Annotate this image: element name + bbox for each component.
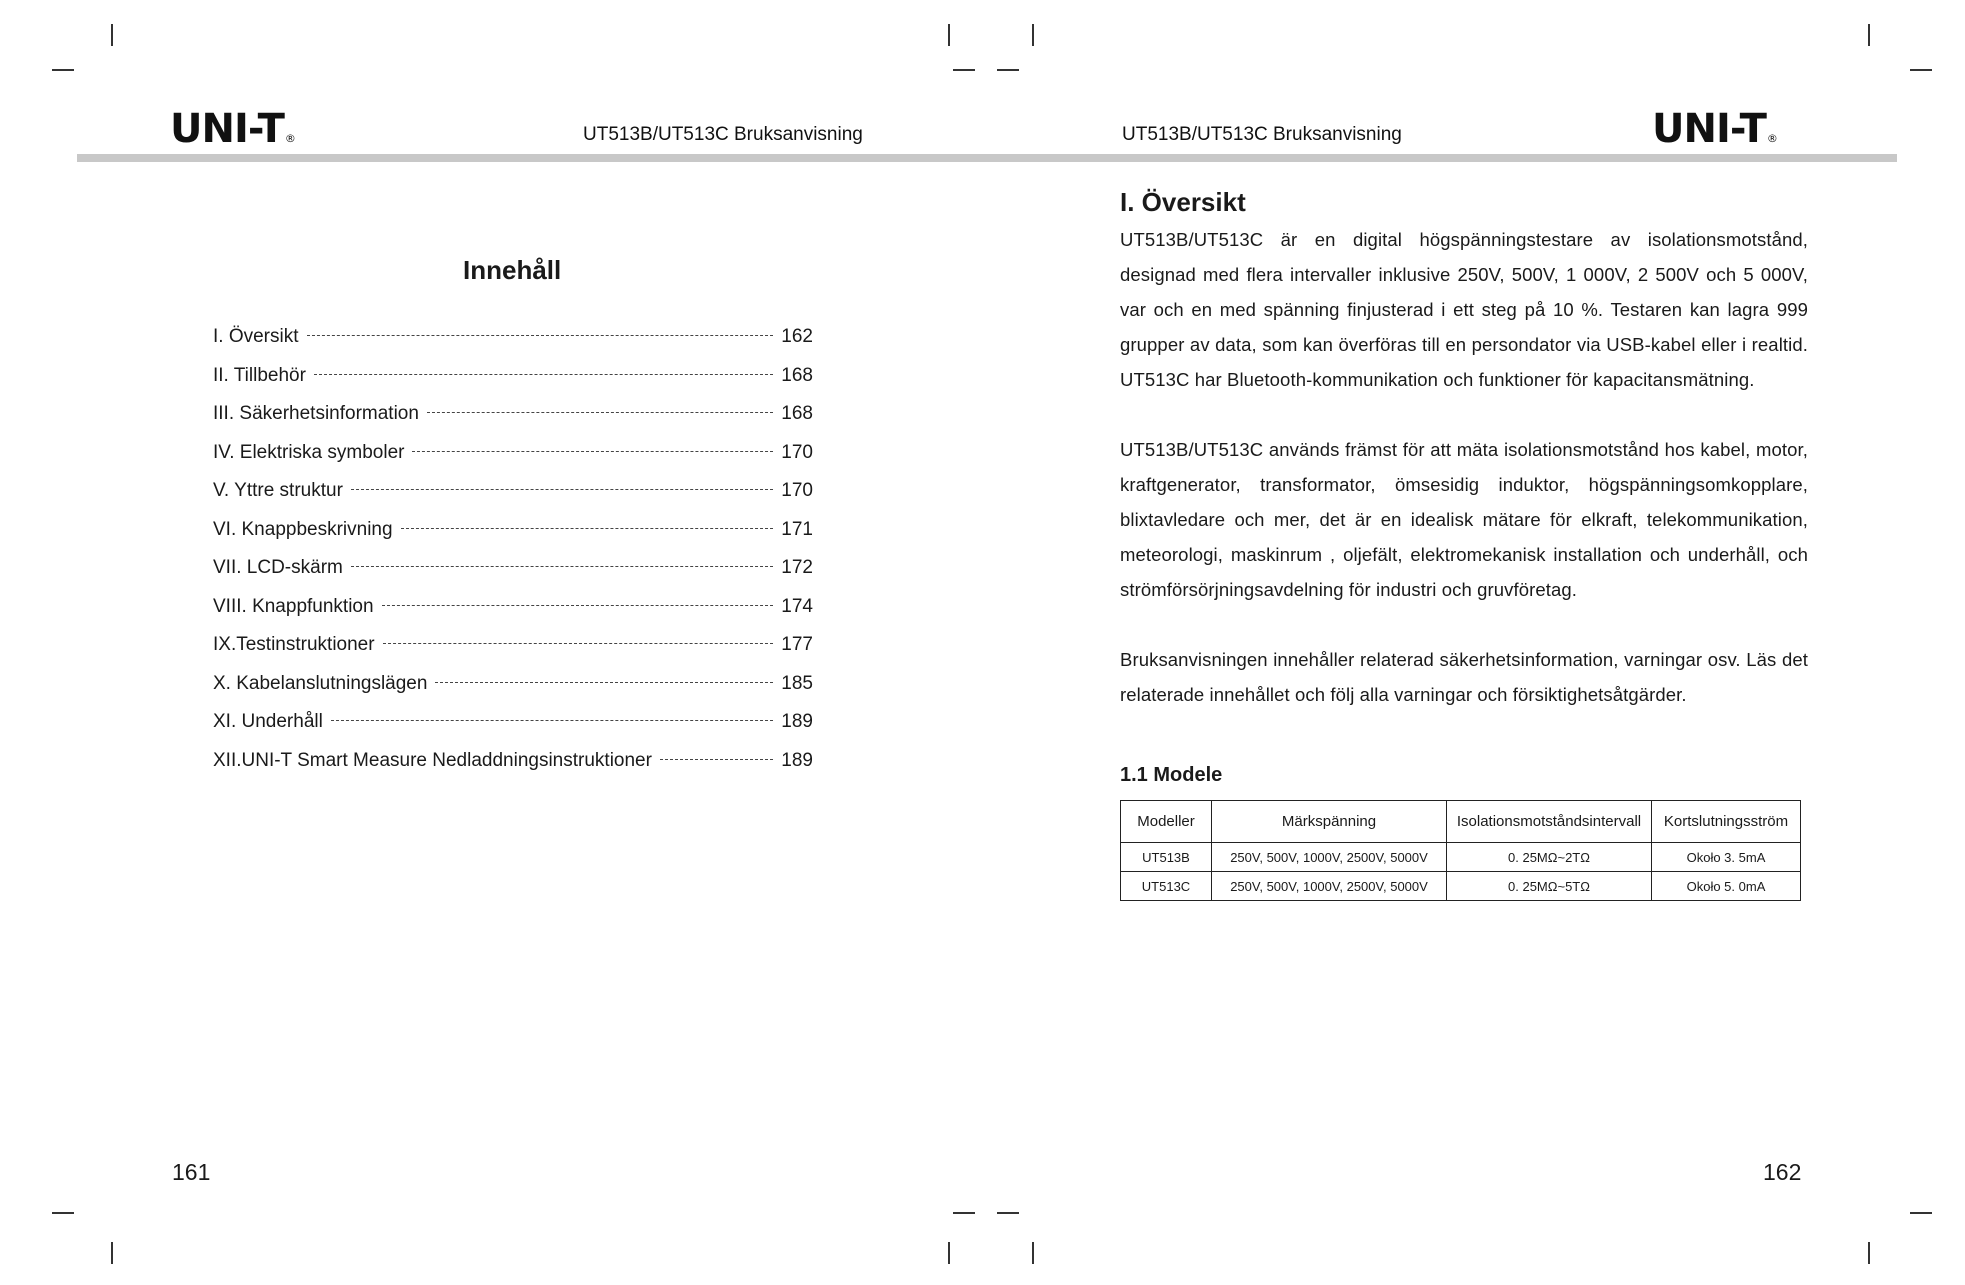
toc-leader-dashes	[383, 643, 773, 644]
crop-mark	[1032, 24, 1034, 46]
toc-leader-dashes	[331, 720, 773, 721]
paragraph: Bruksanvisningen innehåller relaterad säkerhetsinformation, varningar osv. Läs det relaterade innehållet och följ alla varningar och försiktighetsåtgärder.	[1120, 649, 1808, 705]
toc-entry	[213, 442, 813, 481]
toc-entry-label: VIII. Knappfunktion	[213, 595, 374, 617]
table-cell: UT513B	[1121, 843, 1212, 872]
toc-entry-page: 189	[781, 711, 813, 732]
table-cell: 250V, 500V, 1000V, 2500V, 5000V	[1212, 872, 1447, 901]
toc-entry-label: XI. Underhåll	[213, 711, 323, 732]
toc-leader-dashes	[314, 374, 773, 375]
toc-entry-page: 172	[781, 557, 813, 578]
toc-entry-page: 177	[781, 634, 813, 655]
table-cell: 250V, 500V, 1000V, 2500V, 5000V	[1212, 843, 1447, 872]
table-header-cell: Kortslutningsström	[1652, 801, 1801, 843]
toc-leader-dashes	[307, 335, 773, 336]
crop-mark	[1868, 24, 1870, 46]
table-row	[1121, 843, 1801, 872]
brand-logo	[170, 106, 295, 152]
brand-logo-text: UNI-T	[170, 106, 284, 152]
toc-entry-label: I. Översikt	[213, 326, 299, 347]
toc-entry-label: V. Yttre struktur	[213, 480, 343, 501]
toc-entry	[213, 634, 813, 673]
toc-leader-dashes	[660, 759, 773, 760]
toc-entry	[213, 711, 813, 750]
toc-entry-page: 189	[781, 749, 813, 771]
toc-entry-page: 168	[781, 364, 813, 386]
toc-entry-label: IV. Elektriska symboler	[213, 441, 405, 463]
toc-entry-page: 185	[781, 672, 813, 694]
toc-leader-dashes	[382, 605, 773, 606]
crop-mark	[1910, 1212, 1932, 1214]
toc-leader-dashes	[435, 682, 773, 683]
toc-entry	[213, 519, 813, 558]
toc-leader-dashes	[351, 489, 773, 490]
crop-mark	[953, 69, 975, 71]
toc-leader-dashes	[412, 451, 773, 452]
section-title: I. Översikt	[1120, 187, 1246, 217]
toc-entry-page: 170	[781, 441, 813, 463]
page-number: 161	[172, 1159, 211, 1185]
paragraph: UT513B/UT513C är en digital högspänningstestare av isolationsmotstånd, designad med flera intervaller inklusive 250V, 500V, 1 000V, 2 500V och 5 000V, var och en med spänning finjusterad i ett steg på 10 %. Testaren kan lagra 999 grupper av data, som kan överföras till en persondator via USB-kabel eller i realtid. UT513C har Bluetooth-kommunikation och funktioner för kapacitansmätning.	[1120, 229, 1808, 390]
toc-entry	[213, 750, 813, 789]
toc-entry-page: 162	[781, 326, 813, 347]
toc-entry-page: 170	[781, 480, 813, 501]
toc-entry	[213, 673, 813, 712]
toc-entry-page: 174	[781, 595, 813, 617]
crop-mark	[111, 24, 113, 46]
crop-mark	[1032, 1242, 1034, 1264]
table-header-row	[1121, 801, 1801, 843]
page-number: 162	[1763, 1159, 1802, 1185]
toc-entry-label: VI. Knappbeskrivning	[213, 518, 393, 540]
header-title: UT513B/UT513C Bruksanvisning	[583, 124, 863, 145]
crop-mark	[1910, 69, 1932, 71]
crop-mark	[997, 1212, 1019, 1214]
toc-entry-label: XII.UNI-T Smart Measure Nedladdningsinstruktioner	[213, 749, 652, 771]
brand-logo-text: UNI-T	[1652, 106, 1766, 152]
header-title: UT513B/UT513C Bruksanvisning	[1122, 124, 1402, 145]
crop-mark	[948, 1242, 950, 1264]
toc-entry	[213, 365, 813, 404]
subsection-title: 1.1 Modele	[1120, 764, 1223, 786]
toc-title: Innehåll	[463, 255, 562, 285]
crop-mark	[52, 1212, 74, 1214]
table-header-cell: Märkspänning	[1212, 801, 1447, 843]
toc-entry	[213, 596, 813, 635]
toc-entry-label: III. Säkerhetsinformation	[213, 403, 419, 424]
toc-entry-label: IX.Testinstruktioner	[213, 634, 375, 655]
crop-mark	[1868, 1242, 1870, 1264]
table-cell: 0. 25MΩ~2TΩ	[1447, 843, 1652, 872]
toc-entry	[213, 480, 813, 519]
table-cell: UT513C	[1121, 872, 1212, 901]
table-header-cell: Isolationsmotståndsintervall	[1447, 801, 1652, 843]
crop-mark	[997, 69, 1019, 71]
registered-mark: ®	[284, 132, 295, 145]
toc-leader-dashes	[401, 528, 773, 529]
toc-entry	[213, 403, 813, 442]
toc-leader-dashes	[351, 566, 773, 567]
header-rule	[77, 154, 1897, 162]
toc-entry-label: VII. LCD-skärm	[213, 557, 343, 578]
crop-mark	[948, 24, 950, 46]
table-cell: Około 5. 0mA	[1652, 872, 1801, 901]
registered-mark: ®	[1766, 132, 1777, 145]
toc-entry	[213, 326, 813, 365]
paragraph: UT513B/UT513C används främst för att mäta isolationsmotstånd hos kabel, motor, kraftgenerator, transformator, ömsesidig induktor, högspänningsomkopplare, blixtavledare och mer, det är en idealisk mätare för elkraft, telekommunikation, meteorologi, maskinrum , oljefält, elektromekanisk installation och underhåll, och strömförsörjningsavdelning för industri och gruvföretag.	[1120, 439, 1808, 600]
brand-logo	[1652, 106, 1777, 152]
table-cell: Około 3. 5mA	[1652, 843, 1801, 872]
models-table	[1120, 800, 1801, 901]
toc-entry	[213, 557, 813, 596]
toc-entry-page: 171	[781, 518, 813, 540]
toc-entry-label: X. Kabelanslutningslägen	[213, 672, 428, 694]
crop-mark	[111, 1242, 113, 1264]
table-header-cell: Modeller	[1121, 801, 1212, 843]
table-of-contents	[213, 326, 813, 788]
toc-entry-label: II. Tillbehör	[213, 364, 306, 386]
crop-mark	[953, 1212, 975, 1214]
crop-mark	[52, 69, 74, 71]
table-cell: 0. 25MΩ~5TΩ	[1447, 872, 1652, 901]
toc-leader-dashes	[427, 412, 773, 413]
toc-entry-page: 168	[781, 403, 813, 424]
table-row	[1121, 872, 1801, 901]
